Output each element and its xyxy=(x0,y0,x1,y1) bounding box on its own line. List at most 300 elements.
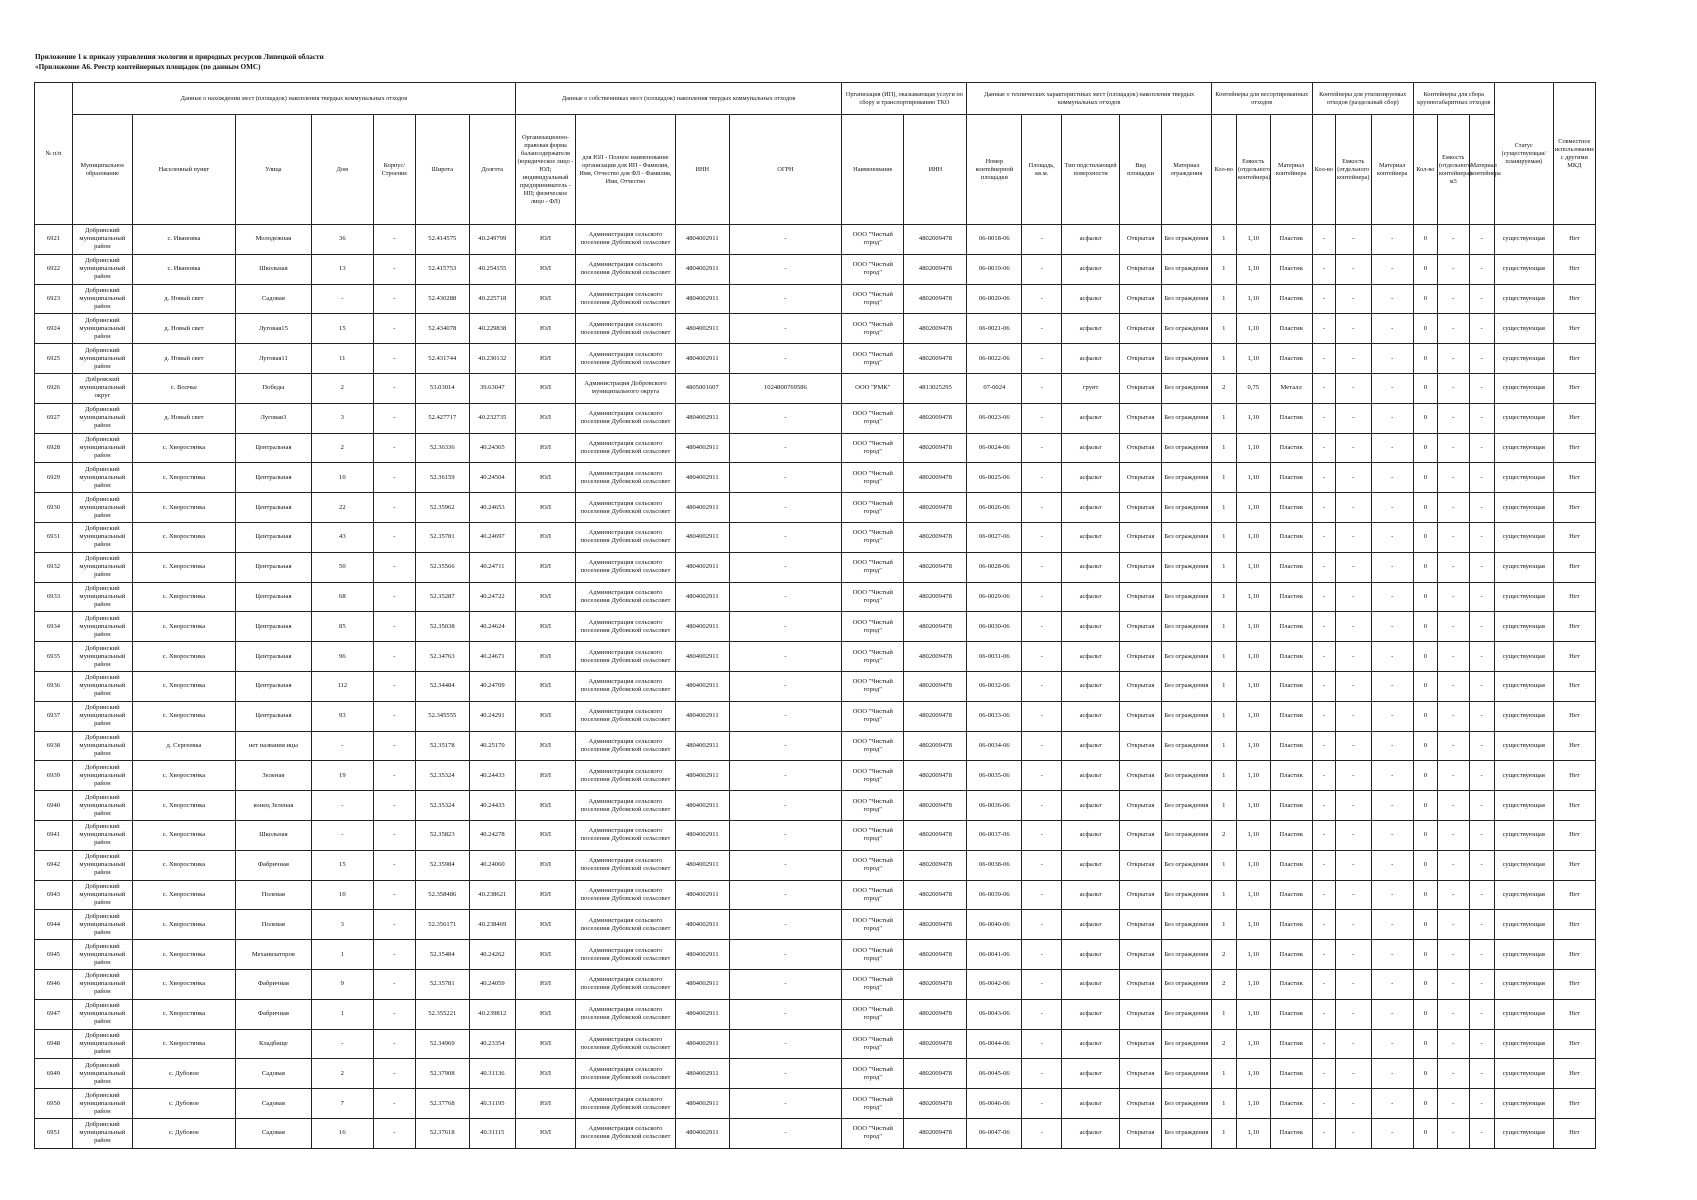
cell-owner-ogrn: - xyxy=(729,1089,842,1119)
cell-operator-inn: 4802009478 xyxy=(904,731,967,761)
cell-surface: асфальт xyxy=(1062,493,1120,523)
cell-street: Школьная xyxy=(236,820,312,850)
cell-separate-volume: - xyxy=(1335,761,1371,791)
cell-num: 6950 xyxy=(35,1089,73,1119)
cell-site-type: Открытая xyxy=(1120,612,1162,642)
cell-unsorted-material: Пластик xyxy=(1270,493,1312,523)
cell-owner-name: Администрация сельского поселения Дубовской сельсовет xyxy=(575,1059,675,1089)
cell-surface: асфальт xyxy=(1062,701,1120,731)
cell-longitude: 40.24624 xyxy=(469,612,515,642)
cell-latitude: 52.415753 xyxy=(415,254,469,284)
cell-site-number: 06-0019-06 xyxy=(967,254,1022,284)
cell-fence: Без ограждения xyxy=(1162,463,1212,493)
cell-separate-material: - xyxy=(1371,731,1413,761)
cell-shared: Нет xyxy=(1553,552,1595,582)
cell-shared: Нет xyxy=(1553,910,1595,940)
cell-bulky-qty: 0 xyxy=(1413,999,1437,1029)
cell-status: существующая xyxy=(1494,225,1553,255)
cell-operator-inn: 4802009478 xyxy=(904,910,967,940)
cell-fence: Без ограждения xyxy=(1162,373,1212,403)
cell-settlement: д. Новый свет xyxy=(132,314,235,344)
cell-owner-inn: 4804002911 xyxy=(675,999,729,1029)
cell-site-type: Открытая xyxy=(1120,433,1162,463)
cell-street: Садовая xyxy=(236,1059,312,1089)
cell-building: - xyxy=(373,791,415,821)
cell-municipality: Добринский муниципальный район xyxy=(72,225,132,255)
cell-site-type: Открытая xyxy=(1120,403,1162,433)
cell-site-number: 06-0018-06 xyxy=(967,225,1022,255)
cell-unsorted-qty: 1 xyxy=(1211,880,1236,910)
cell-house: 16 xyxy=(311,1118,373,1148)
cell-site-number: 06-0047-06 xyxy=(967,1118,1022,1148)
cell-unsorted-qty: 1 xyxy=(1211,731,1236,761)
cell-shared: Нет xyxy=(1553,820,1595,850)
cell-house: 13 xyxy=(311,254,373,284)
cell-status: существующая xyxy=(1494,373,1553,403)
cell-site-number: 06-0026-06 xyxy=(967,493,1022,523)
cell-site-number: 06-0042-06 xyxy=(967,969,1022,999)
cell-latitude: 52.35287 xyxy=(415,582,469,612)
cell-separate-qty: - xyxy=(1312,1118,1335,1148)
cell-settlement: с. Хворостянка xyxy=(132,850,235,880)
cell-owner-name: Администрация сельского поселения Дубовской сельсовет xyxy=(575,701,675,731)
cell-site-type: Открытая xyxy=(1120,731,1162,761)
col-separate-material: Материал контейнера xyxy=(1371,115,1413,225)
cell-fence: Без ограждения xyxy=(1162,880,1212,910)
cell-legal-form: ЮЛ xyxy=(515,880,575,910)
cell-separate-material: - xyxy=(1371,642,1413,672)
registry-body xyxy=(35,225,1596,1149)
cell-bulky-material: - xyxy=(1469,522,1494,552)
cell-owner-ogrn: - xyxy=(729,999,842,1029)
cell-owner-ogrn: - xyxy=(729,731,842,761)
cell-bulky-material: - xyxy=(1469,254,1494,284)
cell-legal-form: ЮЛ xyxy=(515,910,575,940)
cell-bulky-volume: - xyxy=(1437,910,1469,940)
cell-num: 6944 xyxy=(35,910,73,940)
cell-bulky-volume: - xyxy=(1437,463,1469,493)
cell-unsorted-qty: 2 xyxy=(1211,940,1236,970)
cell-fence: Без ограждения xyxy=(1162,791,1212,821)
cell-municipality: Добровский муниципальный округ xyxy=(72,373,132,403)
cell-num: 6948 xyxy=(35,1029,73,1059)
cell-bulky-material: - xyxy=(1469,225,1494,255)
col-bulky-volume: Емкость (отдельного контейнера) м3 xyxy=(1437,115,1469,225)
cell-surface: асфальт xyxy=(1062,850,1120,880)
cell-fence: Без ограждения xyxy=(1162,1029,1212,1059)
cell-bulky-qty: 0 xyxy=(1413,254,1437,284)
cell-unsorted-qty: 1 xyxy=(1211,314,1236,344)
cell-house: - xyxy=(311,1029,373,1059)
table-row xyxy=(35,1118,1596,1148)
cell-num: 6947 xyxy=(35,999,73,1029)
cell-unsorted-qty: 1 xyxy=(1211,403,1236,433)
cell-longitude: 40.24365 xyxy=(469,433,515,463)
cell-building: - xyxy=(373,284,415,314)
cell-surface: асфальт xyxy=(1062,433,1120,463)
cell-latitude: 52.356171 xyxy=(415,910,469,940)
cell-site-number: 06-0038-06 xyxy=(967,850,1022,880)
cell-settlement: с. Ивановка xyxy=(132,225,235,255)
cell-unsorted-material: Пластик xyxy=(1270,910,1312,940)
cell-fence: Без ограждения xyxy=(1162,1118,1212,1148)
cell-bulky-qty: 0 xyxy=(1413,642,1437,672)
cell-settlement: с. Хворостянка xyxy=(132,433,235,463)
cell-building: - xyxy=(373,225,415,255)
cell-owner-ogrn: - xyxy=(729,314,842,344)
col-building: Корпус/Строение xyxy=(373,115,415,225)
cell-unsorted-material: Пластик xyxy=(1270,1118,1312,1148)
cell-bulky-qty: 0 xyxy=(1413,463,1437,493)
cell-bulky-qty: 0 xyxy=(1413,433,1437,463)
cell-status: существующая xyxy=(1494,642,1553,672)
col-unsorted-volume: Емкость (отдельного контейнера) xyxy=(1236,115,1270,225)
cell-house: 10 xyxy=(311,880,373,910)
cell-surface: асфальт xyxy=(1062,880,1120,910)
cell-house: 7 xyxy=(311,1089,373,1119)
cell-fence: Без ограждения xyxy=(1162,642,1212,672)
cell-unsorted-volume: 1,10 xyxy=(1236,642,1270,672)
cell-area: - xyxy=(1022,701,1062,731)
cell-fence: Без ограждения xyxy=(1162,582,1212,612)
cell-separate-qty: - xyxy=(1312,880,1335,910)
cell-site-number: 06-0041-06 xyxy=(967,940,1022,970)
cell-site-type: Открытая xyxy=(1120,880,1162,910)
cell-latitude: 52.37908 xyxy=(415,1059,469,1089)
cell-unsorted-qty: 1 xyxy=(1211,493,1236,523)
cell-settlement: с. Хворостянка xyxy=(132,910,235,940)
table-row xyxy=(35,284,1596,314)
cell-fence: Без ограждения xyxy=(1162,850,1212,880)
cell-municipality: Добринский муниципальный район xyxy=(72,463,132,493)
cell-separate-qty: - xyxy=(1312,493,1335,523)
cell-status: существующая xyxy=(1494,284,1553,314)
cell-latitude: 52.35484 xyxy=(415,940,469,970)
cell-site-type: Открытая xyxy=(1120,493,1162,523)
cell-separate-qty: - xyxy=(1312,522,1335,552)
cell-longitude: 40.232735 xyxy=(469,403,515,433)
cell-unsorted-material: Пластик xyxy=(1270,850,1312,880)
cell-street: Луговая11 xyxy=(236,344,312,374)
cell-separate-material: - xyxy=(1371,254,1413,284)
cell-area: - xyxy=(1022,254,1062,284)
cell-num: 6927 xyxy=(35,403,73,433)
cell-legal-form: ЮЛ xyxy=(515,522,575,552)
cell-municipality: Добринский муниципальный район xyxy=(72,820,132,850)
cell-unsorted-qty: 1 xyxy=(1211,1059,1236,1089)
cell-street: Фабричная xyxy=(236,969,312,999)
cell-bulky-material: - xyxy=(1469,373,1494,403)
cell-surface: асфальт xyxy=(1062,522,1120,552)
cell-street: Механизаторов xyxy=(236,940,312,970)
cell-separate-volume: - xyxy=(1335,642,1371,672)
cell-longitude: 40.31195 xyxy=(469,1089,515,1119)
cell-area: - xyxy=(1022,1089,1062,1119)
cell-owner-ogrn: - xyxy=(729,612,842,642)
cell-owner-inn: 4804002911 xyxy=(675,403,729,433)
cell-site-type: Открытая xyxy=(1120,1059,1162,1089)
cell-operator-name: ООО "Чистый город" xyxy=(842,999,904,1029)
cell-separate-qty: - xyxy=(1312,582,1335,612)
cell-owner-ogrn: - xyxy=(729,403,842,433)
cell-bulky-material: - xyxy=(1469,940,1494,970)
cell-site-number: 06-0029-06 xyxy=(967,582,1022,612)
cell-status: существующая xyxy=(1494,463,1553,493)
cell-street: Садовая xyxy=(236,1118,312,1148)
cell-street: Центральная xyxy=(236,701,312,731)
cell-separate-volume: - xyxy=(1335,522,1371,552)
cell-owner-ogrn: - xyxy=(729,284,842,314)
cell-building: - xyxy=(373,642,415,672)
cell-separate-material: - xyxy=(1371,582,1413,612)
cell-latitude: 52.355221 xyxy=(415,999,469,1029)
cell-operator-name: ООО "Чистый город" xyxy=(842,403,904,433)
cell-status: существующая xyxy=(1494,522,1553,552)
cell-operator-inn: 4802009478 xyxy=(904,1029,967,1059)
cell-street: Центральная xyxy=(236,433,312,463)
cell-operator-name: ООО "Чистый город" xyxy=(842,791,904,821)
cell-surface: асфальт xyxy=(1062,642,1120,672)
cell-bulky-volume: - xyxy=(1437,671,1469,701)
cell-bulky-material: - xyxy=(1469,314,1494,344)
cell-area: - xyxy=(1022,910,1062,940)
cell-status: существующая xyxy=(1494,820,1553,850)
cell-legal-form: ЮЛ xyxy=(515,701,575,731)
cell-municipality: Добринский муниципальный район xyxy=(72,671,132,701)
cell-bulky-volume: - xyxy=(1437,969,1469,999)
cell-unsorted-volume: 1,10 xyxy=(1236,344,1270,374)
cell-unsorted-volume: 1,10 xyxy=(1236,1118,1270,1148)
group-separate-containers: Контейнеры для утилизируемых отходов (раздельный сбор) xyxy=(1312,83,1413,115)
cell-status: существующая xyxy=(1494,552,1553,582)
cell-owner-name: Администрация сельского поселения Дубовской сельсовет xyxy=(575,254,675,284)
cell-unsorted-qty: 1 xyxy=(1211,463,1236,493)
cell-status: существующая xyxy=(1494,493,1553,523)
cell-separate-qty: - xyxy=(1312,373,1335,403)
cell-status: существующая xyxy=(1494,344,1553,374)
cell-shared: Нет xyxy=(1553,403,1595,433)
cell-municipality: Добринский муниципальный район xyxy=(72,850,132,880)
cell-unsorted-qty: 1 xyxy=(1211,582,1236,612)
cell-operator-inn: 4802009478 xyxy=(904,493,967,523)
heading-line-1: Приложение 1 к приказу управления экологии и природных ресурсов Липецкой области xyxy=(35,53,324,61)
cell-unsorted-qty: 1 xyxy=(1211,612,1236,642)
cell-surface: асфальт xyxy=(1062,1118,1120,1148)
cell-status: существующая xyxy=(1494,433,1553,463)
table-row xyxy=(35,701,1596,731)
cell-municipality: Добринский муниципальный район xyxy=(72,552,132,582)
cell-unsorted-volume: 1,10 xyxy=(1236,522,1270,552)
cell-owner-inn: 4804002911 xyxy=(675,225,729,255)
cell-shared: Нет xyxy=(1553,850,1595,880)
cell-unsorted-material: Пластик xyxy=(1270,761,1312,791)
cell-street: Фабричная xyxy=(236,999,312,1029)
cell-legal-form: ЮЛ xyxy=(515,552,575,582)
cell-operator-inn: 4802009478 xyxy=(904,612,967,642)
cell-separate-volume: - xyxy=(1335,284,1371,314)
cell-longitude: 40.238469 xyxy=(469,910,515,940)
cell-bulky-qty: 0 xyxy=(1413,612,1437,642)
cell-building: - xyxy=(373,880,415,910)
cell-fence: Без ограждения xyxy=(1162,820,1212,850)
cell-longitude: 40.24711 xyxy=(469,552,515,582)
cell-separate-qty: - xyxy=(1312,254,1335,284)
cell-settlement: с. Хворостянка xyxy=(132,761,235,791)
cell-separate-volume: - xyxy=(1335,910,1371,940)
cell-bulky-material: - xyxy=(1469,1089,1494,1119)
cell-owner-name: Администрация сельского поселения Дубовской сельсовет xyxy=(575,493,675,523)
cell-bulky-qty: 0 xyxy=(1413,761,1437,791)
cell-separate-material: - xyxy=(1371,612,1413,642)
col-surface: Тип подстилающей поверхности xyxy=(1062,115,1120,225)
cell-longitude: 40.24291 xyxy=(469,701,515,731)
cell-separate-qty: - xyxy=(1312,671,1335,701)
cell-separate-qty: - xyxy=(1312,612,1335,642)
cell-status: существующая xyxy=(1494,701,1553,731)
table-row xyxy=(35,552,1596,582)
cell-surface: асфальт xyxy=(1062,1029,1120,1059)
cell-legal-form: ЮЛ xyxy=(515,254,575,284)
table-row xyxy=(35,433,1596,463)
cell-shared: Нет xyxy=(1553,761,1595,791)
cell-separate-qty: - xyxy=(1312,225,1335,255)
col-street: Улица xyxy=(236,115,312,225)
cell-num: 6934 xyxy=(35,612,73,642)
cell-operator-name: ООО "Чистый город" xyxy=(842,344,904,374)
cell-shared: Нет xyxy=(1553,880,1595,910)
cell-bulky-material: - xyxy=(1469,791,1494,821)
cell-bulky-volume: - xyxy=(1437,552,1469,582)
cell-separate-material: - xyxy=(1371,1029,1413,1059)
cell-bulky-material: - xyxy=(1469,701,1494,731)
cell-owner-ogrn: - xyxy=(729,940,842,970)
cell-site-number: 06-0035-06 xyxy=(967,761,1022,791)
cell-area: - xyxy=(1022,403,1062,433)
cell-area: - xyxy=(1022,761,1062,791)
cell-owner-name: Администрация сельского поселения Дубовской сельсовет xyxy=(575,582,675,612)
cell-unsorted-volume: 1,10 xyxy=(1236,969,1270,999)
col-unsorted-qty: Кол-во xyxy=(1211,115,1236,225)
cell-site-number: 06-0028-06 xyxy=(967,552,1022,582)
cell-unsorted-material: Пластик xyxy=(1270,344,1312,374)
cell-fence: Без ограждения xyxy=(1162,433,1212,463)
cell-site-number: 06-0032-06 xyxy=(967,671,1022,701)
cell-operator-inn: 4802009478 xyxy=(904,850,967,880)
cell-status: существующая xyxy=(1494,1029,1553,1059)
cell-longitude: 39.63047 xyxy=(469,373,515,403)
cell-unsorted-qty: 1 xyxy=(1211,850,1236,880)
cell-separate-qty: - xyxy=(1312,403,1335,433)
cell-surface: асфальт xyxy=(1062,1059,1120,1089)
cell-shared: Нет xyxy=(1553,701,1595,731)
cell-operator-name: ООО "Чистый город" xyxy=(842,761,904,791)
cell-house: - xyxy=(311,731,373,761)
cell-bulky-volume: - xyxy=(1437,522,1469,552)
cell-owner-inn: 4804002911 xyxy=(675,612,729,642)
cell-unsorted-material: Пластик xyxy=(1270,940,1312,970)
cell-surface: асфальт xyxy=(1062,820,1120,850)
cell-house: 3 xyxy=(311,910,373,940)
cell-status: существующая xyxy=(1494,850,1553,880)
cell-separate-qty: - xyxy=(1312,940,1335,970)
cell-house: - xyxy=(311,820,373,850)
cell-unsorted-material: Пластик xyxy=(1270,701,1312,731)
cell-bulky-volume: - xyxy=(1437,761,1469,791)
cell-bulky-qty: 0 xyxy=(1413,791,1437,821)
cell-bulky-volume: - xyxy=(1437,820,1469,850)
cell-fence: Без ограждения xyxy=(1162,552,1212,582)
cell-bulky-material: - xyxy=(1469,731,1494,761)
cell-surface: асфальт xyxy=(1062,284,1120,314)
cell-separate-material: - xyxy=(1371,791,1413,821)
cell-owner-inn: 4804002911 xyxy=(675,791,729,821)
cell-bulky-material: - xyxy=(1469,1059,1494,1089)
cell-separate-qty: - xyxy=(1312,761,1335,791)
cell-legal-form: ЮЛ xyxy=(515,1089,575,1119)
cell-operator-inn: 4802009478 xyxy=(904,403,967,433)
cell-bulky-qty: 0 xyxy=(1413,552,1437,582)
cell-separate-material: - xyxy=(1371,969,1413,999)
cell-longitude: 40.238621 xyxy=(469,880,515,910)
cell-latitude: 52.34969 xyxy=(415,1029,469,1059)
cell-fence: Без ограждения xyxy=(1162,1089,1212,1119)
cell-legal-form: ЮЛ xyxy=(515,463,575,493)
cell-status: существующая xyxy=(1494,999,1553,1029)
col-settlement: Населенный пункт xyxy=(132,115,235,225)
cell-settlement: д. Новый свет xyxy=(132,403,235,433)
table-row xyxy=(35,642,1596,672)
cell-bulky-material: - xyxy=(1469,999,1494,1029)
cell-building: - xyxy=(373,403,415,433)
cell-bulky-volume: - xyxy=(1437,373,1469,403)
cell-unsorted-volume: 1,10 xyxy=(1236,284,1270,314)
cell-unsorted-material: Пластик xyxy=(1270,1029,1312,1059)
cell-separate-volume: - xyxy=(1335,999,1371,1029)
cell-separate-qty: - xyxy=(1312,463,1335,493)
cell-bulky-qty: 0 xyxy=(1413,493,1437,523)
cell-owner-name: Администрация сельского поселения Дубовской сельсовет xyxy=(575,225,675,255)
cell-building: - xyxy=(373,701,415,731)
col-longitude: Долгота xyxy=(469,115,515,225)
cell-owner-name: Администрация сельского поселения Дубовской сельсовет xyxy=(575,940,675,970)
cell-owner-ogrn: - xyxy=(729,850,842,880)
cell-separate-material: - xyxy=(1371,522,1413,552)
cell-site-type: Открытая xyxy=(1120,344,1162,374)
cell-status: существующая xyxy=(1494,1118,1553,1148)
cell-house: 85 xyxy=(311,612,373,642)
cell-legal-form: ЮЛ xyxy=(515,612,575,642)
cell-separate-volume: - xyxy=(1335,1059,1371,1089)
cell-separate-volume: - xyxy=(1335,254,1371,284)
cell-settlement: с. Хворостянка xyxy=(132,522,235,552)
cell-owner-name: Администрация сельского поселения Дубовской сельсовет xyxy=(575,671,675,701)
cell-separate-material: - xyxy=(1371,403,1413,433)
table-row xyxy=(35,1089,1596,1119)
cell-separate-qty: - xyxy=(1312,552,1335,582)
cell-separate-material: - xyxy=(1371,373,1413,403)
cell-site-type: Открытая xyxy=(1120,225,1162,255)
cell-bulky-qty: 0 xyxy=(1413,1029,1437,1059)
col-operator-name: Наименование xyxy=(842,115,904,225)
cell-building: - xyxy=(373,999,415,1029)
cell-settlement: с. Дубовое xyxy=(132,1059,235,1089)
cell-unsorted-volume: 1,10 xyxy=(1236,761,1270,791)
cell-bulky-volume: - xyxy=(1437,791,1469,821)
cell-bulky-qty: 0 xyxy=(1413,731,1437,761)
cell-unsorted-volume: 0,75 xyxy=(1236,373,1270,403)
cell-bulky-volume: - xyxy=(1437,1089,1469,1119)
col-owner-inn: ИНН xyxy=(675,115,729,225)
